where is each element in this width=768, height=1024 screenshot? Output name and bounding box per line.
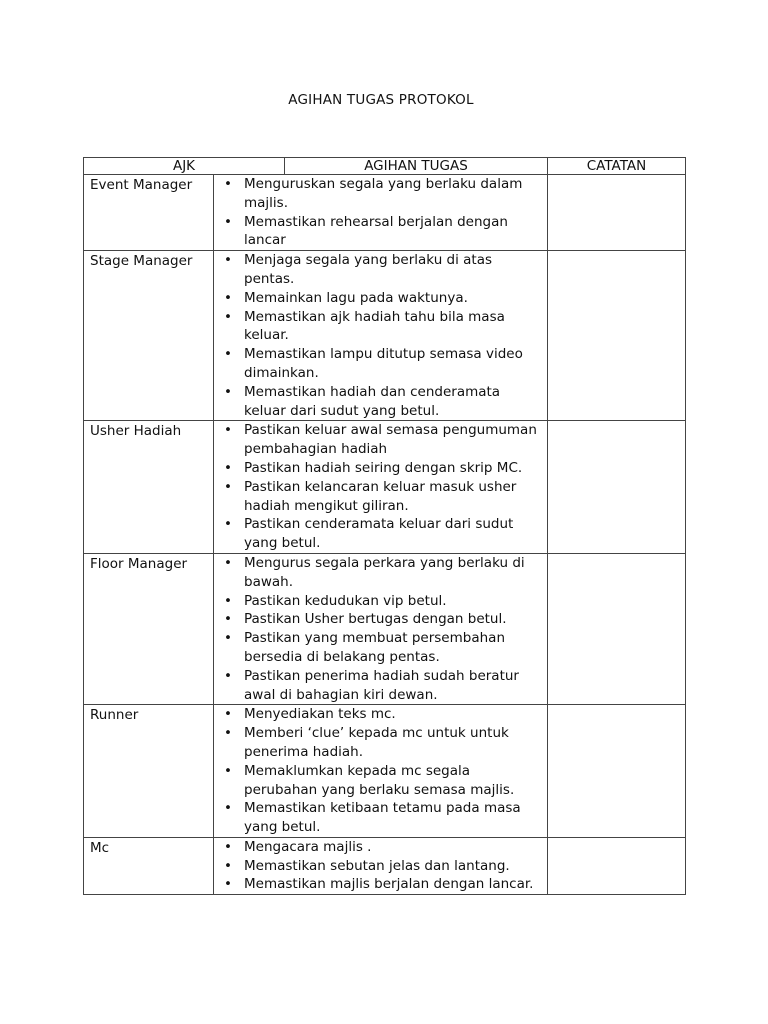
task-item	[214, 610, 543, 629]
bullet-icon: •	[224, 289, 232, 306]
role-cell: Stage Manager	[84, 251, 214, 421]
task-text: Memaklumkan kepada mc segala perubahan yang berlaku semasa majlis.	[244, 762, 515, 798]
task-text: Memastikan hadiah dan cenderamata keluar dari sudut yang betul.	[244, 383, 501, 419]
task-text: Pastikan cenderamata keluar dari sudut yang betul.	[244, 516, 514, 552]
task-list	[214, 554, 543, 704]
task-text: Pastikan Usher bertugas dengan betul.	[244, 611, 507, 628]
table-row	[84, 175, 686, 251]
role-cell: Mc	[84, 837, 214, 894]
task-text: Menguruskan segala yang berlaku dalam majlis.	[244, 176, 523, 211]
task-item	[214, 345, 543, 383]
header-catatan: CATATAN	[548, 158, 686, 175]
bullet-icon: •	[224, 667, 232, 684]
bullet-icon: •	[224, 876, 232, 893]
task-table	[83, 157, 686, 895]
tasks-cell	[214, 251, 548, 421]
bullet-icon: •	[224, 611, 232, 628]
task-item	[214, 667, 543, 705]
task-item	[214, 175, 543, 213]
bullet-icon: •	[224, 308, 232, 325]
task-item	[214, 838, 543, 857]
task-list	[214, 838, 543, 894]
task-item	[214, 762, 543, 800]
task-item	[214, 629, 543, 667]
role-cell: Event Manager	[84, 175, 214, 251]
bullet-icon: •	[224, 516, 232, 533]
tasks-cell	[214, 175, 548, 251]
task-list	[214, 421, 543, 553]
tasks-cell	[214, 705, 548, 838]
task-item	[214, 705, 543, 724]
task-text: Memastikan sebutan jelas dan lantang.	[244, 857, 510, 874]
task-item	[214, 289, 543, 308]
task-list	[214, 175, 543, 250]
bullet-icon: •	[224, 800, 232, 817]
table-row	[84, 837, 686, 894]
catatan-cell	[548, 705, 686, 838]
bullet-icon: •	[224, 459, 232, 476]
task-text: Menyediakan teks mc.	[244, 706, 396, 723]
task-item	[214, 308, 543, 346]
bullet-icon: •	[224, 762, 232, 779]
bullet-icon: •	[224, 252, 232, 269]
task-text: Memastikan rehearsal berjalan dengan lancar	[244, 213, 508, 249]
task-item	[214, 554, 543, 592]
task-item	[214, 857, 543, 876]
task-text: Memastikan ajk hadiah tahu bila masa keluar.	[244, 308, 505, 344]
bullet-icon: •	[224, 383, 232, 400]
tasks-cell	[214, 837, 548, 894]
task-item	[214, 592, 543, 611]
role-cell: Floor Manager	[84, 553, 214, 704]
task-item	[214, 478, 543, 516]
page-title: AGIHAN TUGAS PROTOKOL	[288, 92, 474, 108]
task-text: Pastikan penerima hadiah sudah beratur awal di bahagian kiri dewan.	[244, 667, 519, 703]
bullet-icon: •	[224, 346, 232, 363]
bullet-icon: •	[224, 630, 232, 647]
task-item	[214, 459, 543, 478]
role-cell: Usher Hadiah	[84, 421, 214, 554]
task-item	[214, 383, 543, 421]
catatan-cell	[548, 421, 686, 554]
bullet-icon: •	[224, 725, 232, 742]
catatan-cell	[548, 251, 686, 421]
catatan-cell	[548, 553, 686, 704]
bullet-icon: •	[224, 213, 232, 230]
tasks-cell	[214, 553, 548, 704]
bullet-icon: •	[224, 554, 232, 571]
task-text: Mengacara majlis .	[244, 838, 372, 855]
task-text: Pastikan hadiah seiring dengan skrip MC.	[244, 459, 523, 476]
task-text: Memastikan lampu ditutup semasa video dimainkan.	[244, 346, 523, 381]
catatan-cell	[548, 175, 686, 251]
task-text: Pastikan kedudukan vip betul.	[244, 592, 447, 609]
task-text: Pastikan kelancaran keluar masuk usher hadiah mengikut giliran.	[244, 478, 517, 514]
task-text: Menjaga segala yang berlaku di atas pentas.	[244, 252, 493, 287]
bullet-icon: •	[224, 857, 232, 874]
bullet-icon: •	[224, 478, 232, 495]
bullet-icon: •	[224, 592, 232, 609]
table-row	[84, 251, 686, 421]
task-text: Memastikan majlis berjalan dengan lancar.	[244, 876, 534, 893]
table-row	[84, 705, 686, 838]
bullet-icon: •	[224, 422, 232, 439]
bullet-icon: •	[224, 838, 232, 855]
bullet-icon: •	[224, 176, 232, 192]
task-list	[214, 705, 543, 837]
task-item	[214, 251, 543, 289]
task-text: Memainkan lagu pada waktunya.	[244, 289, 468, 306]
task-item	[214, 875, 543, 894]
task-text: Pastikan yang membuat persembahan bersedia di belakang pentas.	[244, 630, 505, 665]
task-item	[214, 515, 543, 553]
header-agihan-tugas: AGIHAN TUGAS	[364, 158, 468, 174]
bullet-icon: •	[224, 706, 232, 723]
task-item	[214, 421, 543, 459]
catatan-cell	[548, 837, 686, 894]
task-text: Memastikan ketibaan tetamu pada masa yang betul.	[244, 800, 521, 836]
task-list	[214, 251, 543, 420]
task-text: Mengurus segala perkara yang berlaku di bawah.	[244, 554, 525, 590]
role-cell: Runner	[84, 705, 214, 838]
table-row	[84, 553, 686, 704]
task-text: Pastikan keluar awal semasa pengumuman pembahagian hadiah	[244, 422, 537, 458]
task-text: Memberi ‘clue’ kepada mc untuk untuk penerima hadiah.	[244, 725, 509, 760]
header-ajk: AJK	[84, 158, 285, 174]
table-row	[84, 421, 686, 554]
task-item	[214, 213, 543, 251]
task-item	[214, 799, 543, 837]
task-item	[214, 724, 543, 762]
table-header-row	[84, 158, 686, 175]
tasks-cell	[214, 421, 548, 554]
